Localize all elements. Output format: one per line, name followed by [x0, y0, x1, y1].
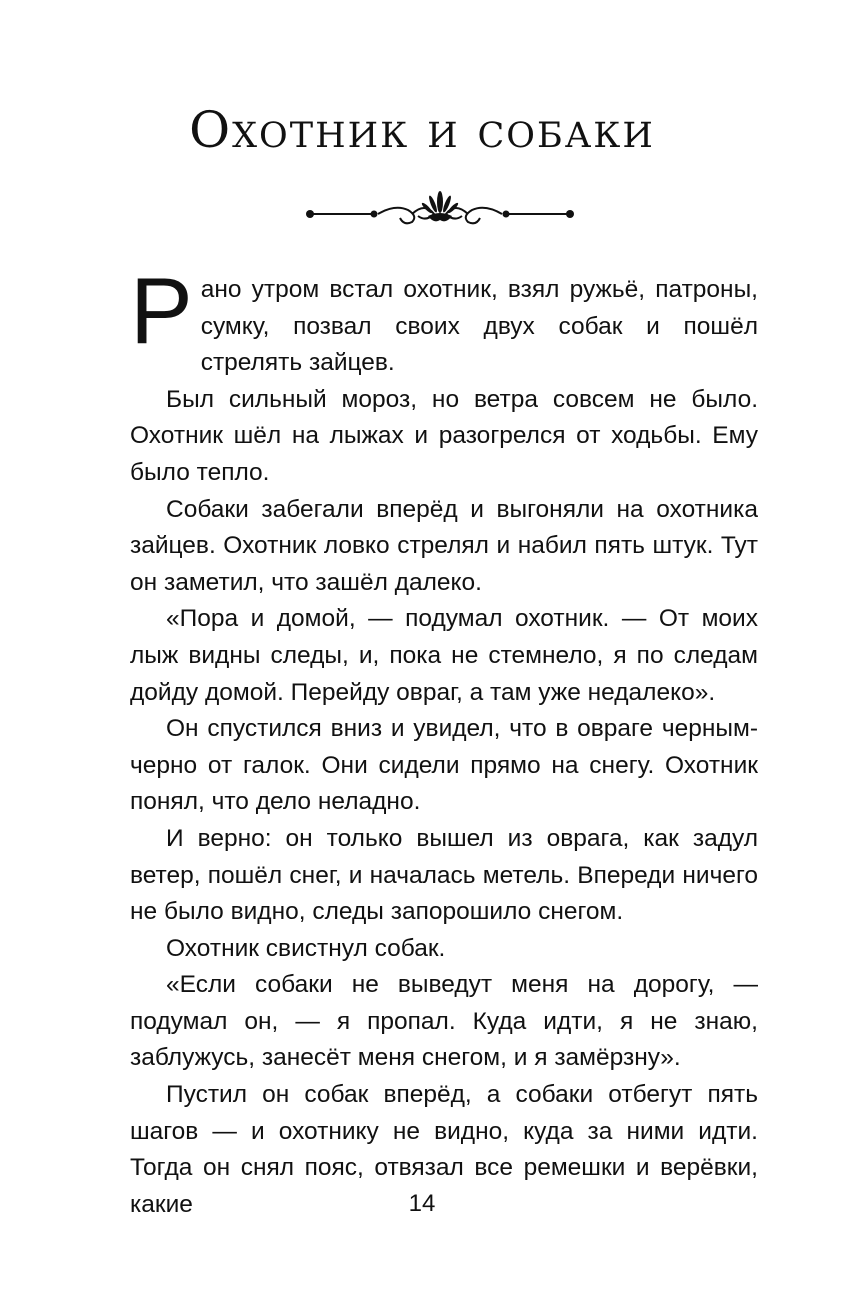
paragraph [130, 258, 758, 382]
chapter-title: Охотник и собаки [189, 101, 655, 159]
paragraph: Охотник свистнул собак. [166, 934, 446, 962]
paragraph-text: ано утром встал охотник, взял ружьё, патроны, сумку, позвал своих двух собак и пошёл стрелять зайцев. [200, 276, 758, 377]
paragraph: Пустил он собак вперёд, а собаки отбегут пять шагов — и охотнику не видно, куда за ними идти. Тогда он снял пояс, отвязал все ремешки и верёвки, какие [130, 1081, 758, 1218]
paragraph: Был сильный мороз, но ветра совсем не было. Охотник шёл на лыжах и разогрелся от ходьбы. Ему было тепло. [130, 385, 758, 486]
ornament-divider-icon [300, 180, 580, 232]
paragraph: «Если собаки не выведут меня на дорогу, — подумал он, — я пропал. Куда идти, я не знаю, заблужусь, занесёт меня снегом, и я замёрзну». [130, 971, 758, 1072]
paragraph: Он спустился вниз и увидел, что в овраге черным-черно от галок. Они сидели прямо на снегу. Охотник понял, что дело неладно. [130, 715, 758, 816]
paragraph: «Пора и домой, — подумал охотник. — От моих лыж видны следы, и, пока не стемнело, я по следам дойду домой. Перейду овраг, а там уже недалеко». [130, 605, 758, 706]
body-text [130, 258, 758, 1223]
page-number: 14 [408, 1190, 436, 1217]
paragraph: Собаки забегали вперёд и выгоняли на охотника зайцев. Охотник ловко стрелял и набил пять штук. Тут он заметил, что зашёл далеко. [130, 495, 758, 596]
drop-cap: Р [130, 258, 193, 363]
paragraph: И верно: он только вышел из оврага, как задул ветер, пошёл снег, и началась метель. Впереди ничего не было видно, следы запорошило снегом. [130, 824, 758, 926]
